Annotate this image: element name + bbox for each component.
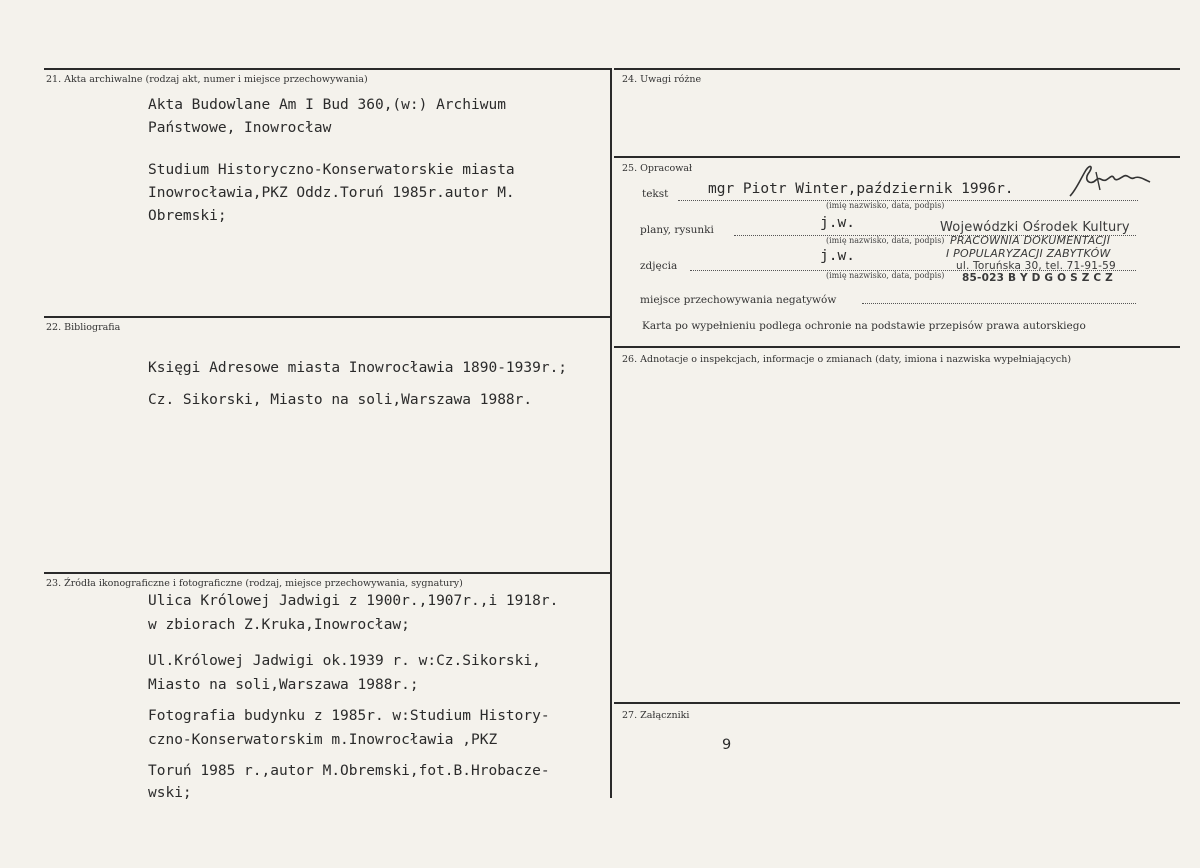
section-25-label: 25. Opracował: [622, 163, 693, 174]
divider-25-26: [614, 346, 1180, 348]
s23-line-5: Fotografia budynku z 1985r. w:Studium History-: [148, 708, 550, 724]
s21-line-1: Akta Budowlane Am I Bud 360,(w:) Archiwum: [148, 97, 506, 113]
attachments-count: 9: [722, 737, 732, 753]
s23-line-3: Ul.Królowej Jadwigi ok.1939 r. w:Cz.Sikorski,: [148, 653, 541, 669]
section-24-label: 24. Uwagi różne: [622, 74, 702, 85]
s23-line-4: Miasto na soli,Warszawa 1988r.;: [148, 677, 419, 693]
s21-line-2: Państwowe, Inowrocław: [148, 120, 332, 136]
stamp-line-4: ul. Toruńska 30, tel. 71-91-59: [956, 260, 1116, 272]
zdjecia-hint: (imię nazwisko, data, podpis): [826, 271, 945, 280]
s23-line-2: w zbiorach Z.Kruka,Inowrocław;: [148, 617, 410, 633]
s22-line-2: Cz. Sikorski, Miasto na soli,Warszawa 1988r.: [148, 392, 533, 408]
s23-line-8: wski;: [148, 785, 192, 801]
section-21-label: 21. Akta archiwalne (rodzaj akt, numer i miejsce przechowywania): [46, 74, 368, 85]
s21-line-5: Obremski;: [148, 208, 227, 224]
s21-line-3: Studium Historyczno-Konserwatorskie miasta: [148, 162, 515, 178]
divider-26-27: [614, 702, 1180, 704]
stamp-line-2: PRACOWNIA DOKUMENTACJI: [950, 234, 1111, 247]
stamp-line-5: 85-023 B Y D G O S Z C Z: [962, 272, 1113, 284]
negatywy-dots: [862, 303, 1136, 304]
s23-line-7: Toruń 1985 r.,autor M.Obremski,fot.B.Hrobacze-: [148, 763, 550, 779]
top-border-right: [614, 68, 1180, 70]
divider-22-23: [44, 572, 612, 574]
stamp-line-1: Wojewódzki Ośrodek Kultury: [940, 220, 1130, 235]
divider-21-22: [44, 316, 612, 318]
section-23-label: 23. Źródła ikonograficzne i fotograficzne (rodzaj, miejsce przechowywania, sygnatury): [46, 578, 463, 589]
s21-line-4: Inowrocławia,PKZ Oddz.Toruń 1985r.autor M.: [148, 185, 515, 201]
zdjecia-label: zdjęcia: [640, 260, 678, 272]
top-border-left: [44, 68, 612, 70]
center-divider: [610, 68, 612, 798]
tekst-value: mgr Piotr Winter,październik 1996r.: [708, 181, 1014, 197]
divider-24-25: [614, 156, 1180, 158]
tekst-hint: (imię nazwisko, data, podpis): [826, 201, 945, 210]
zdjecia-value: j.w.: [820, 248, 855, 264]
tekst-label: tekst: [642, 188, 669, 200]
negatywy-label: miejsce przechowywania negatywów: [640, 294, 837, 306]
s23-line-1: Ulica Królowej Jadwigi z 1900r.,1907r.,i 1918r.: [148, 593, 559, 609]
section-27-label: 27. Załączniki: [622, 710, 690, 721]
section-26-label: 26. Adnotacje o inspekcjach, informacje o zmianach (daty, imiona i nazwiska wypełniających): [622, 354, 1072, 365]
karta-note: Karta po wypełnieniu podlega ochronie na podstawie przepisów prawa autorskiego: [642, 320, 1086, 332]
s22-line-1: Księgi Adresowe miasta Inowrocławia 1890-1939r.;: [148, 360, 568, 376]
handwritten-signature: [1066, 160, 1152, 204]
stamp-line-3: I POPULARYZACJI ZABYTKÓW: [946, 247, 1111, 260]
section-22-label: 22. Bibliografia: [46, 322, 121, 333]
s23-line-6: czno-Konserwatorskim m.Inowrocławia ,PKZ: [148, 732, 498, 748]
plany-hint: (imię nazwisko, data, podpis): [826, 236, 945, 245]
plany-label: plany, rysunki: [640, 224, 714, 236]
plany-value: j.w.: [820, 215, 855, 231]
